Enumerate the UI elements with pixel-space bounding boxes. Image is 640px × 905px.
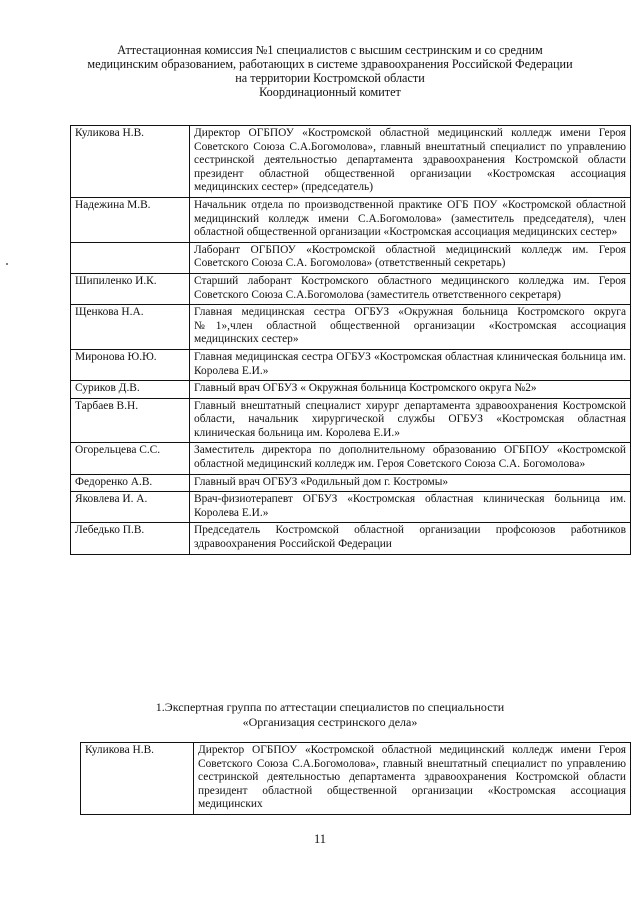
- member-name: Миронова Ю.Ю.: [71, 349, 190, 380]
- table-row: [71, 474, 631, 492]
- member-name: Суриков Д.В.: [71, 381, 190, 399]
- member-role: Главный врач ОГБУЗ «Родильный дом г. Костромы»: [190, 474, 631, 492]
- table-row: [71, 242, 631, 273]
- member-role: Председатель Костромской областной организации профсоюзов работников здравоохранения Российской Федерации: [190, 523, 631, 554]
- header-line-4: Координационный комитет: [259, 85, 401, 99]
- member-role: Лаборант ОГБПОУ «Костромской областной медицинский колледж им. Героя Советского Союза С.А. Богомолова» (ответственный секретарь): [190, 242, 631, 273]
- member-role: Заместитель директора по дополнительному образованию ОГБПОУ «Костромской областной медицинский колледж им. Героя Советского Союза С.А. Богомолова»: [190, 443, 631, 474]
- member-role: Главная медицинская сестра ОГБУЗ «Окружная больница Костромского округа №1»,член областной общественной организации «Костромская ассоциация медицинских сестер»: [190, 305, 631, 350]
- member-name: Куликова Н.В.: [71, 126, 190, 198]
- expert-group-table: [80, 742, 631, 815]
- member-role: Главная медицинская сестра ОГБУЗ «Костромская областная клиническая больница им. Королева Е.И.»: [190, 349, 631, 380]
- header-line-3: на территории Костромской области: [235, 71, 425, 85]
- member-role: Директор ОГБПОУ «Костромской областной медицинский колледж имени Героя Советского Союза С.А.Богомолова», главный внештатный специалист по управлению сестринской деятельностью департамента здравоохранения Костромской области президент областной общественной организации «Костромская ассоциация медицинских сестер» (председатель): [190, 126, 631, 198]
- member-name: Лебедько П.В.: [71, 523, 190, 554]
- table-row: [71, 443, 631, 474]
- table-row: [71, 126, 631, 198]
- member-name: Тарбаев В.Н.: [71, 398, 190, 443]
- member-name: Яковлева И. А.: [71, 492, 190, 523]
- member-name: Куликова Н.В.: [81, 743, 194, 815]
- member-role: Врач-физиотерапевт ОГБУЗ «Костромская областная клиническая больница им. Королева Е.И.»: [190, 492, 631, 523]
- table-row: [71, 398, 631, 443]
- table-row: [71, 349, 631, 380]
- table-row: [71, 381, 631, 399]
- expert-group-title-line-1: 1.Экспертная группа по аттестации специалистов по специальности: [155, 700, 505, 714]
- member-role: Главный врач ОГБУЗ « Окружная больница Костромского округа №2»: [190, 381, 631, 399]
- member-role: Начальник отдела по производственной практике ОГБ ПОУ «Костромской областной медицинский колледж имени С.А.Богомолова» (заместитель председателя), член областной общественной организации «Костромская ассоциация медицинских сестер»: [190, 197, 631, 242]
- member-name: Шипиленко И.К.: [71, 273, 190, 304]
- member-name: Огорельцева С.С.: [71, 443, 190, 474]
- header-line-1: Аттестационная комиссия №1 специалистов с высшим сестринским и со средним: [117, 43, 543, 57]
- table-row: [71, 492, 631, 523]
- expert-group-title-line-2: «Организация сестринского дела»: [242, 715, 418, 729]
- commission-table: [70, 125, 631, 555]
- table-row: [71, 273, 631, 304]
- table-row: [71, 197, 631, 242]
- member-name: Надежина М.В.: [71, 197, 190, 242]
- page-number: 11: [313, 832, 327, 846]
- member-name: Щенкова Н.А.: [71, 305, 190, 350]
- scan-speck: [6, 263, 8, 265]
- member-role: Старший лаборант Костромского областного медицинского колледжа им. Героя Советского Союза С.А.Богомолова (заместитель ответственного секретаря): [190, 273, 631, 304]
- table-row: [71, 305, 631, 350]
- member-role: Главный внештатный специалист хирург департамента здравоохранения Костромской области, начальник хирургической службы ОГБУЗ «Костромская областная клиническая больница им. Королева Е.И.»: [190, 398, 631, 443]
- member-name: Федоренко А.В.: [71, 474, 190, 492]
- document-header: [40, 43, 620, 99]
- table-row: [71, 523, 631, 554]
- table-row: [81, 743, 631, 815]
- header-line-2: медицинским образованием, работающих в системе здравоохранения Российской Федерации: [87, 57, 573, 71]
- member-role: Директор ОГБПОУ «Костромской областной медицинский колледж имени Героя Советского Союза С.А.Богомолова», главный внештатный специалист по управлению сестринской деятельностью департамента здравоохранения Костромской области президент областной общественной организации «Костромская ассоциация медицинских: [194, 743, 631, 815]
- expert-group-title: [40, 700, 620, 730]
- member-name: [71, 242, 190, 273]
